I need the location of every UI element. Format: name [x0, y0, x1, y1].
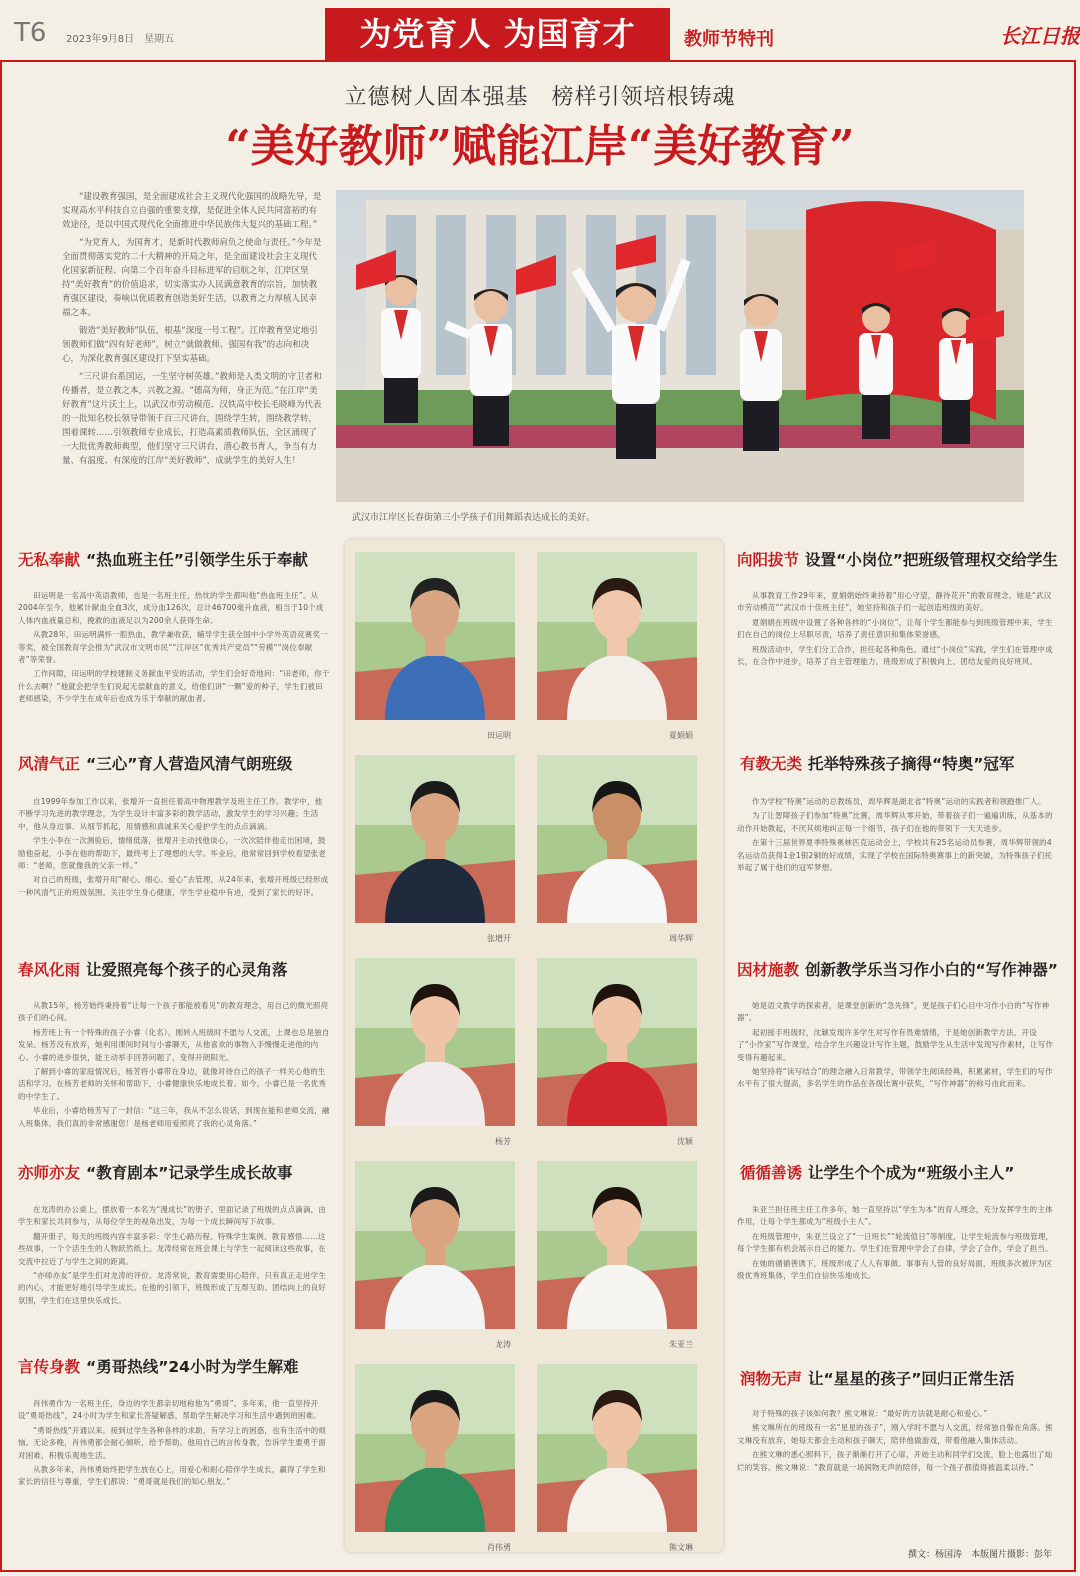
teacher-name: 张增开	[487, 934, 511, 943]
section-heading: 让学生个个成为“班级小主人”	[808, 1164, 1015, 1182]
section-title	[740, 1161, 1014, 1183]
section-tag: 春风化雨	[18, 960, 81, 979]
section-paragraph: 杨芳班上有一个特殊的孩子小睿（化名），刚转入班级时不愿与人交流，上课也总是独自发呆。杨芳没有放弃，她利用课间时间与小睿聊天，从他喜欢的事物入手慢慢走进他的内心。小睿的进步很快，能主动举手回答问题了，变得开朗阳光。	[18, 1027, 330, 1062]
section-body	[18, 796, 330, 926]
banner-slogan: 为党育人 为国育才	[359, 15, 636, 53]
section-body	[737, 590, 1055, 730]
section-paragraph: 肖伟勇作为一名班主任，身边的学生都亲切地称他为“勇哥”。多年来，他一直坚持开设“勇哥热线”，24小时为学生和家长答疑解惑，帮助学生解决学习和生活中遇到的困难。	[18, 1399, 322, 1421]
teacher-name: 夏娟娟	[669, 731, 693, 740]
section-paragraph: 熊文琳所在的班级有一名“星星的孩子”，刚入学时不愿与人交流，经常独自躲在角落。熊文琳没有放弃，她每天都会主动和孩子聊天，陪伴他做游戏，带着他融入集体活动。	[737, 1423, 1053, 1445]
section-heading: “三心”育人营造风清气朗班级	[86, 755, 293, 773]
section-title	[737, 548, 1058, 570]
intro-text	[62, 190, 322, 510]
article-headline: “美好教师”赋能江岸“美好教育”	[225, 121, 855, 172]
section-paragraph: 在龙涛的办公桌上，摆放着一本名为“漫成长”的册子，里面记录了班级的点点滴滴，由学生和家长共同参与，从每位学生的视角出发，为每一个成长瞬间写下故事。	[18, 1205, 327, 1227]
section-title	[737, 958, 1058, 980]
section-title	[18, 752, 292, 774]
section-tag: 循循善诱	[740, 1163, 803, 1182]
issue-date: 2023年9月8日 星期五	[66, 34, 175, 45]
teacher-portrait	[355, 552, 515, 720]
section-paragraph: 夏娟娟在班级中设置了各种各样的“小岗位”，让每个学生都能参与到班级管理中来，学生们在自己的岗位上尽职尽责，培养了责任意识和集体荣誉感。	[737, 617, 1053, 640]
section-paragraph: 她是语文教学的探索者，是课堂创新的“急先锋”，更是孩子们心目中习作小白的“写作神器”。	[737, 1001, 1050, 1023]
section-paragraph: 在班级管理中，朱亚兰设立了“一日班长”“轮流值日”等制度，让学生轮流参与班级管理，每个学生都有机会展示自己的能力。学生们在管理中学会了自律，学会了合作，学会了担当。	[737, 1231, 1054, 1254]
teacher-name: 沈颖	[677, 1137, 693, 1146]
newspaper-logo: 长江日报	[1000, 24, 1080, 48]
teacher-name: 龙涛	[495, 1340, 511, 1349]
section-heading: 让“星星的孩子”回归正常生活	[808, 1370, 1015, 1388]
section-paragraph: 从教15年，杨芳始终秉持着“让每一个孩子都能被看见”的教育理念，用自己的微光照亮孩子们的心间。	[18, 1001, 329, 1023]
teacher-name: 杨芳	[495, 1137, 511, 1146]
section-paragraph: 自1999年参加工作以来，张增开一直担任着高中物理教学及班主任工作。教学中，他不断学习先进的教学理念，为学生设计丰富多彩的教学活动，激发学生的学习兴趣；生活中，他从身边事、从细节抓起，用情感和真诚来关心爱护学生的点点滴滴。	[18, 797, 323, 831]
teacher-name: 朱亚兰	[669, 1340, 693, 1349]
section-paragraph: 在她的循循善诱下，班级形成了人人有事做、事事有人管的良好局面，班级多次被评为区级优秀班集体，学生们自信快乐地成长。	[737, 1258, 1053, 1281]
section-body	[737, 1204, 1055, 1332]
teacher-portrait	[355, 1161, 515, 1329]
teacher-portrait	[355, 958, 515, 1126]
section-paragraph: 工作间隙，田运明的学校建制义务献血平安的活动，学生们会好奇地问：“田老师，你干什么去啊？”他就会把学生们说起无偿献血的意义，给他们讲“一颗”爱的种子，学生们被田老师感染，不少学生在成年后也成为乐于奉献的献血者。	[18, 669, 330, 704]
section-tag: 向阳拔节	[737, 550, 800, 569]
page-number: T6	[14, 18, 47, 48]
section-tag: 有教无类	[740, 754, 803, 773]
intro-paragraph: “为党育人，为国育才，是新时代教师肩负之使命与责任。”今年是全面贯彻落实党的二十大精神的开局之年，是全面建设社会主义现代化国家新征程、向第二个百年奋斗目标进军的启航之年，江岸区坚持“美好教育”的价值追求，切实落实办人民满意教育的宗旨，加快教育强区建设，奏响以优质教育创造美好生活，以教育之力厚植人民幸福之本。	[62, 238, 322, 318]
special-edition-label: 教师节特刊	[684, 29, 774, 50]
section-heading: 创新教学乐当习作小白的“写作神器”	[805, 961, 1058, 979]
intro-paragraph: 锻造“美好教师”队伍，根基“深度一号工程”。江岸教育坚定地引领教师们做“四有好老师”，树立“就做教师、强国有我”的志向和决心，为深化教育强区建设打下坚实基础。	[62, 326, 318, 364]
section-title	[18, 958, 288, 980]
section-paragraph: 在熊文琳的悉心照料下，孩子渐渐打开了心扉，开始主动和同学们交流，脸上也露出了灿烂的笑容。熊文琳说：“教育就是一场润物无声的陪伴，每一个孩子都值得被温柔以待。”	[737, 1450, 1053, 1472]
section-title	[18, 1355, 298, 1377]
teacher-name: 田运明	[487, 731, 511, 740]
section-heading: 托举特殊孩子摘得“特奥”冠军	[808, 755, 1015, 773]
teacher-portrait	[537, 958, 697, 1126]
section-paragraph: 班级活动中，学生们分工合作，担任起各种角色。通过“小岗位”实践，学生们在管理中成长，在合作中进步，培养了自主管理能力，班级形成了积极向上、团结友爱的良好班风。	[737, 644, 1053, 667]
section-paragraph: 她坚持将“读写结合”的理念融入日常教学，带领学生阅读经典，积累素材，学生们的写作水平有了很大提高，多名学生的作品在各级比赛中获奖，“写作神器”的称号由此而来。	[737, 1067, 1053, 1089]
section-body	[18, 1204, 330, 1332]
section-paragraph: 从教多年来，肖伟勇始终把学生放在心上，用爱心和耐心陪伴学生成长，赢得了学生和家长的信任与尊重，学生们都说：“勇哥就是我们的知心朋友。”	[18, 1465, 326, 1487]
section-heading: 设置“小岗位”把班级管理权交给学生	[805, 551, 1058, 569]
section-paragraph: 在第十三届世界夏季特殊奥林匹克运动会上，学校共有25名运动员参赛，周华辉带领的4名运动员获得1金1银2铜的好成绩，实现了学校在国际特奥赛事上的新突破，为特殊孩子们托举起了属于他们的冠军梦想。	[737, 838, 1053, 873]
section-tag: 言传身教	[18, 1357, 81, 1376]
teacher-name: 周华辉	[669, 934, 693, 943]
section-body	[737, 796, 1055, 926]
section-heading: 让爱照亮每个孩子的心灵角落	[86, 961, 288, 979]
teacher-portrait	[537, 552, 697, 720]
section-body	[737, 1408, 1055, 1538]
section-paragraph: 翻开册子，每天的班级内容丰富多彩：学生心路历程、特殊学生案例、教育感悟……这些故事，一个个活生生的人物跃然纸上。龙涛经常在班会课上与学生一起阅读这些故事，在交流中拉近了与学生之间的距离。	[18, 1231, 326, 1266]
section-body	[18, 590, 330, 720]
main-photo	[336, 190, 1024, 502]
teacher-portrait	[537, 1161, 697, 1329]
section-paragraph: 了解到小睿的家庭情况后，杨芳将小睿带在身边，就像对待自己的孩子一样关心他的生活和学习。在杨芳老师的关怀和帮助下，小睿健康快乐地成长着。如今，小睿已是一名优秀的中学生了。	[18, 1067, 326, 1101]
teacher-name: 熊文琳	[669, 1543, 693, 1552]
section-paragraph: “勇哥热线”开通以来，接到过学生各种各样的求助，有学习上的困惑，也有生活中的烦恼。无论多晚，肖伟勇都会耐心倾听，给予帮助。他用自己的言传身教，告诉学生要勇于面对困难，积极乐观地生活。	[18, 1425, 327, 1460]
section-paragraph: 作为学校“特奥”运动的总教练员，周华辉是湖北省“特奥”运动的实践者和领跑推广人。	[752, 797, 1046, 806]
section-paragraph: “亦师亦友”是学生们对龙涛的评价。龙涛常说，教育需要用心陪伴，只有真正走进学生的内心，才能更好地引导学生成长。在他的引领下，班级形成了互帮互助、团结向上的良好氛围，学生们在这里快乐成长。	[18, 1271, 327, 1305]
section-heading: “勇哥热线”24小时为学生解难	[86, 1358, 299, 1376]
section-paragraph: 为了让智障孩子们参加“特奥”比赛，周华辉从零开始，带着孩子们一遍遍训练，从基本的动作开始教起，不厌其烦地纠正每一个细节，孩子们在他的带领下一天天进步。	[737, 811, 1053, 833]
teacher-portrait	[355, 755, 515, 923]
teacher-portrait	[537, 755, 697, 923]
section-title	[740, 752, 1014, 774]
section-body	[18, 1398, 330, 1548]
section-paragraph: 学生小李在一次测验后，情绪低落，张增开主动找他谈心，一次次陪伴他走出困境，鼓励他奋起，小李在他的帮助下，最终考上了理想的大学。毕业后，他常常回到学校看望张老师：“老师，您就像我的父亲一样。”	[18, 836, 326, 871]
section-tag: 风清气正	[18, 754, 81, 773]
section-title	[18, 548, 308, 570]
teacher-portrait	[355, 1364, 515, 1532]
section-body	[737, 1000, 1055, 1134]
teacher-name: 肖伟勇	[487, 1543, 511, 1552]
section-paragraph: 起初接手班级时，沈颖发现许多学生对写作有畏难情绪，于是她创新教学方法，开设了“小作家”写作课堂，结合学生兴趣设计写作主题，鼓励学生从生活中发现写作素材，让写作变得有趣起来。	[737, 1027, 1054, 1062]
section-paragraph: 对于特殊的孩子该如何教？熊文琳说：“最好的方法就是耐心和爱心。”	[752, 1409, 988, 1418]
section-tag: 无私奉献	[18, 550, 81, 569]
section-paragraph: 从事教育工作29年来，夏娟娟始终秉持着“用心守望，静待花开”的教育理念。她是“武汉市劳动模范”“武汉市十佳班主任”，她坚持和孩子们一起创造班级的美好。	[737, 591, 1052, 613]
article-subtitle: 立德树人固本强基 榜样引领培根铸魂	[344, 85, 736, 110]
intro-paragraph: “建设教育强国，是全面建成社会主义现代化强国的战略先导，是实现高水平科技自立自强的重要支撑，是促进全体人民共同富裕的有效途径，是以中国式现代化全面推进中华民族伟大复兴的基础工程。”	[62, 192, 322, 230]
section-body	[18, 1000, 330, 1134]
photo-caption: 武汉市江岸区长春街第三小学孩子们用舞蹈表达成长的美好。	[352, 513, 596, 523]
section-paragraph: 朱亚兰担任班主任工作多年，她一直坚持以“学生为本”的育人理念，充分发挥学生的主体作用，让每个学生都成为“班级小主人”。	[737, 1205, 1053, 1227]
section-paragraph: 毕业后，小睿给杨芳写了一封信：“这三年，我从不怎么说话，到现在能和老师交流，融入班集体，我们真的非常感谢您！是杨老师用爱照亮了我的心灵角落。”	[18, 1106, 330, 1128]
section-tag: 亦师亦友	[18, 1163, 81, 1182]
section-heading: “热血班主任”引领学生乐于奉献	[86, 551, 308, 569]
section-heading: “教育剧本”记录学生成长故事	[86, 1164, 293, 1182]
section-tag: 因材施教	[737, 960, 800, 979]
section-paragraph: 对自己的班级，张增开用“耐心、细心、爱心”去管理，从24年来，张增开班级已经形成一种风清气正的班级氛围。关注学生身心健康，学生学业稳中有进，受到了家长的好评。	[18, 875, 329, 897]
photo-credits: 撰文：杨国涛 本版图片摄影：彭年	[908, 1550, 1053, 1560]
section-paragraph: 田运明是一名高中英语教师，也是一名班主任，热忱的学生都叫他“热血班主任”。从2004年至今，他累计献血全血3次，成分血126次，总计46700毫升血液，相当于10个成人体内血液量总和，挽救的血液足以为200余人获得生命。	[18, 591, 324, 625]
section-tag: 润物无声	[740, 1369, 803, 1388]
teacher-portrait	[537, 1364, 697, 1532]
section-title	[18, 1161, 292, 1183]
section-paragraph: 从教28年，田运明满怀一腔热血，教学兼收获，辅导学生获全国中小学外英语竞赛奖一等奖，被全国教育学会推为“武汉市文明市民”“江岸区”优秀共产党员”“劳模”“岗位奉献者”等荣誉。	[18, 630, 328, 665]
intro-paragraph: “三尺讲台系国运，一生坚守树英雄。”教师是人类文明的守卫者和传播者，是立教之本，兴教之源。“德高为师，身正为范。”在江岸“美好教育”这片沃土上，以武汉市劳动模范、汉铁高中校长毛晓峰为代表的一批知名校长领导带领千百三尺讲台，围绕学生转，围绕教学转，围着课转……引领教师专业成长，打造高素质教师队伍，全区涌现了一大批优秀教师典型，他们坚守三尺讲台，潜心教书育人，争当有力量、有温度、有深度的江岸“美好教师”，成就学生的美好人生！	[62, 372, 322, 466]
section-title	[740, 1367, 1014, 1389]
